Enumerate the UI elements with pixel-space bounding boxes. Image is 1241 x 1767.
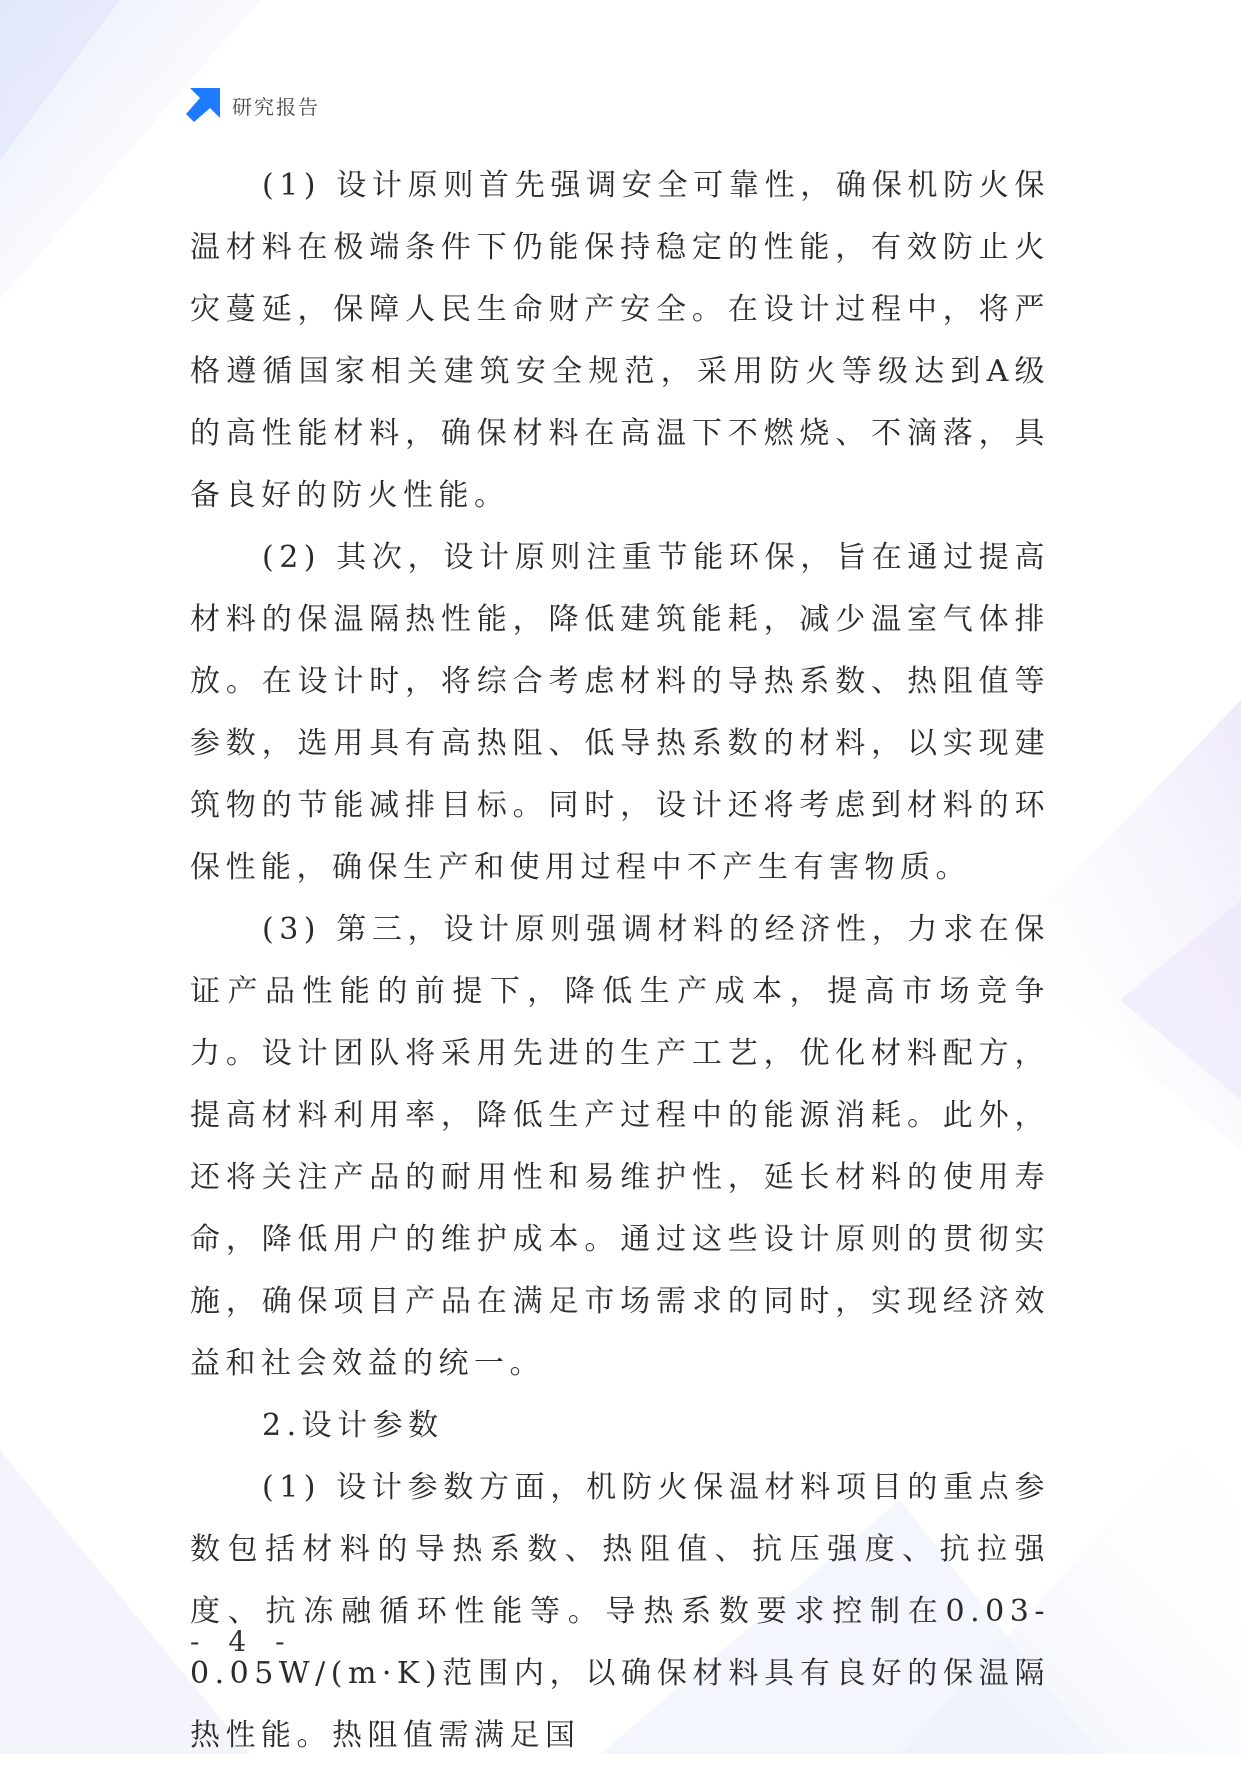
report-header xyxy=(186,88,320,122)
paragraph-design-principle-economy: (3) 第三，设计原则强调材料的经济性，力求在保证产品性能的前提下，降低生产成本，提高市场竞争力。设计团队将采用先进的生产工艺，优化材料配方，提高材料利用率，降低生产过程中的能源消耗。此外，还将关注产品的耐用性和易维护性，延长材料的使用寿命，降低用户的维护成本。通过这些设计原则的贯彻实施，确保项目产品在满足市场需求的同时，实现经济效益和社会效益的统一。 xyxy=(190,912,1050,1381)
paragraph-design-parameters: (1) 设计参数方面，机防火保温材料项目的重点参数包括材料的导热系数、热阻值、抗压强度、抗拉强度、抗冻融循环性能等。导热系数要求控制在0.03-0.05W/(m·K)范围内，以确保材料具有良好的保温隔热性能。热阻值需满足国 xyxy=(190,1470,1050,1753)
section-heading-design-parameters: 2.设计参数 xyxy=(262,1408,444,1443)
arrow-up-right-icon xyxy=(186,88,220,122)
report-body xyxy=(190,155,1050,1767)
paragraph-design-principle-energy: (2) 其次，设计原则注重节能环保，旨在通过提高材料的保温隔热性能，降低建筑能耗，减少温室气体排放。在设计时，将综合考虑材料的导热系数、热阻值等参数，选用具有高热阻、低导热系数的材料，以实现建筑物的节能减排目标。同时，设计还将考虑到材料的环保性能，确保生产和使用过程中不产生有害物质。 xyxy=(190,540,1050,885)
paragraph-design-principle-safety: (1) 设计原则首先强调安全可靠性，确保机防火保温材料在极端条件下仍能保持稳定的性能，有效防止火灾蔓延，保障人民生命财产安全。在设计过程中，将严格遵循国家相关建筑安全规范，采用防火等级达到A级的高性能材料，确保材料在高温下不燃烧、不滴落，具备良好的防火性能。 xyxy=(190,168,1050,513)
header-title: 研究报告 xyxy=(232,94,320,119)
page-number: - 4 - xyxy=(190,1625,295,1658)
